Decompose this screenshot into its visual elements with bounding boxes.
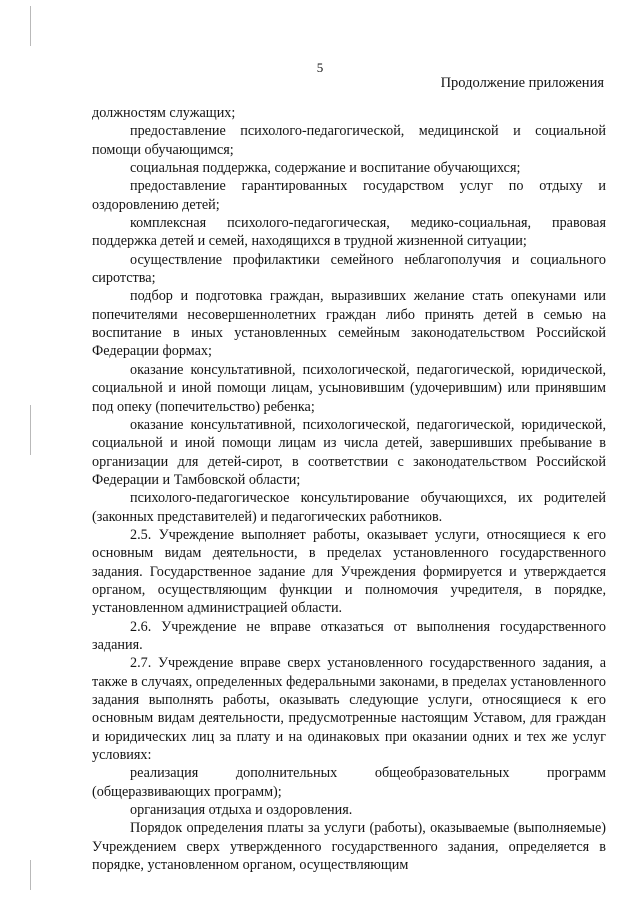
clause-2-5: 2.5. Учреждение выполняет работы, оказывает услуги, относящиеся к его основным видам деятельности, в пределах установленного государственного задания. Государственное задание для Учреждения формируется и утверждается органом, осуществляющим функции и полномочия учредителя, в порядке, установленном администрацией области. bbox=[92, 526, 606, 617]
paragraph: подбор и подготовка граждан, выразивших желание стать опекунами или попечителями несовершеннолетних граждан либо принять детей в семью на воспитание в иных установленных семейным законодательством Российской Федерации формах; bbox=[92, 288, 606, 360]
clause-2-6: 2.6. Учреждение не вправе отказаться от выполнения государственного задания. bbox=[92, 618, 606, 653]
clause-2-7: 2.7. Учреждение вправе сверх установленного государственного задания, а также в случаях, определенных федеральными законами, в пределах установленного задания выполнять работы, оказывать следующие услуги, относящиеся к его основным видам деятельности, предусмотренные настоящим Уставом, для граждан и юридических лиц за плату и на одинаковых при оказании одних и тех же услуг условиях: bbox=[92, 655, 606, 764]
paragraph: комплексная психолого-педагогическая, медико-социальная, правовая поддержка детей и семей, находящихся в трудной жизненной ситуации; bbox=[92, 215, 606, 250]
paragraph: оказание консультативной, психологической, педагогической, юридической, социальной и иной помощи лицам из числа детей, завершивших пребывание в организации для детей-сирот, в соответствии с законодательством Российской Федерации и Тамбовской области; bbox=[92, 416, 606, 488]
paragraph: предоставление гарантированных государством услуг по отдыху и оздоровлению детей; bbox=[92, 178, 606, 213]
paragraph: оказание консультативной, психологической, педагогической, юридической, социальной и иной помощи лицам, усыновившим (удочерившим) или принявшим под опеку (попечительство) ребенка; bbox=[92, 361, 606, 415]
paragraph: должностям служащих; bbox=[92, 105, 236, 121]
paragraph: предоставление психолого-педагогической, медицинской и социальной помощи обучающимся; bbox=[92, 123, 606, 158]
scan-margin-mark-middle bbox=[30, 405, 31, 455]
document-body bbox=[92, 104, 606, 874]
scan-margin-mark-bottom bbox=[30, 860, 31, 890]
paragraph: Порядок определения платы за услуги (работы), оказываемые (выполняемые) Учреждением сверх утвержденного государственного задания, определяется в порядке, установленном органом, осуществляющим bbox=[92, 820, 606, 874]
paragraph: реализация дополнительных общеобразовательных программ (общеразвивающих программ); bbox=[92, 765, 606, 800]
paragraph: осуществление профилактики семейного неблагополучия и социального сиротства; bbox=[92, 251, 606, 287]
paragraph: организация отдыха и оздоровления. bbox=[130, 802, 353, 819]
page-number: 5 bbox=[316, 60, 324, 75]
paragraph: психолого-педагогическое консультирование обучающихся, их родителей (законных представителей) и педагогических работников. bbox=[92, 490, 606, 525]
paragraph: социальная поддержка, содержание и воспитание обучающихся; bbox=[130, 160, 521, 177]
appendix-continuation-note: Продолжение приложения bbox=[440, 75, 604, 91]
scan-margin-mark-top bbox=[30, 6, 31, 46]
